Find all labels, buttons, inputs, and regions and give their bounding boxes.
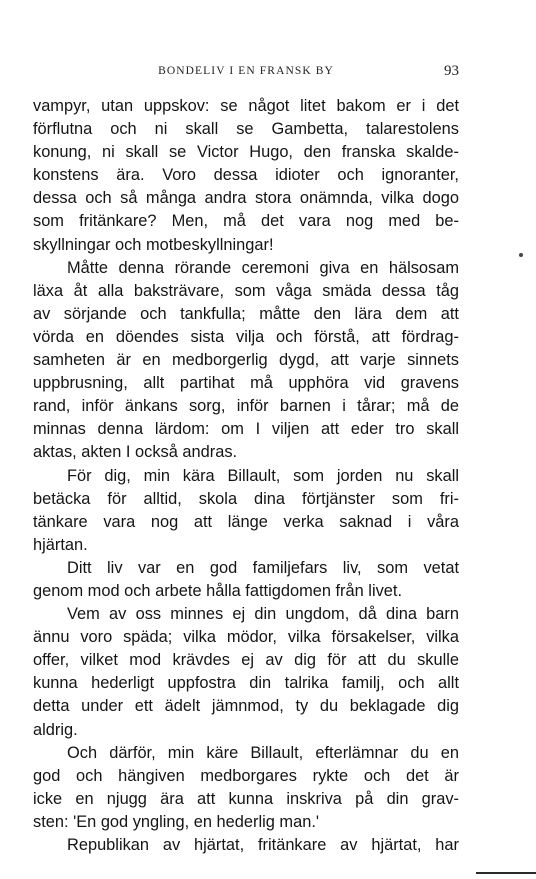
text-line: kunna hederligt uppfostra din talrika familj, och allt [33, 674, 459, 693]
text-line: konstens ära. Voro dessa idioter och ignoranter, [33, 166, 459, 185]
text-line: icke en njugg ära att kunna inskriva på din grav- [33, 789, 459, 808]
text-line: uppbrusning, allt partihat må upphöra vid gravens [33, 374, 459, 393]
text-line: minnas denna lärdom: om I viljen att eder tro skall [33, 420, 459, 439]
text-line: vampyr, utan uppskov: se något litet bakom er i det [33, 97, 459, 115]
running-head [33, 63, 459, 83]
text-line: sten: 'En god yngling, en hederlig man.' [33, 812, 319, 831]
text-line: Vem av oss minnes ej din ungdom, då dina barn [67, 605, 459, 624]
body-text [33, 95, 459, 857]
text-line: ännu voro späda; vilka mödor, vilka försakelser, vilka [33, 628, 459, 647]
text-line: Måtte denna rörande ceremoni giva en hälsosam [67, 258, 459, 277]
text-line: detta under ett ädelt jämnmod, ty du beklagade dig [33, 697, 459, 716]
text-line: dessa och så många andra stora onämnda, vilka dogo [33, 189, 459, 208]
text-line: vörda en döendes sista vilja och förstå, att fördrag- [33, 327, 459, 346]
text-line: skyllningar och motbeskyllningar! [33, 235, 274, 254]
running-title: BONDELIV I EN FRANSK BY [158, 65, 334, 77]
text-line: offer, vilket mod krävdes ej av dig för att du skulle [33, 651, 459, 670]
text-line: tänkare vara nog att länge verka saknad i våra [33, 512, 459, 531]
text-line: läxa åt alla baksträvare, som våga smäda dessa tåg [33, 281, 459, 300]
text-line: aldrig. [33, 720, 78, 739]
text-line: För dig, min kära Billault, som jorden nu skall [67, 466, 459, 485]
text-line: genom mod och arbete hålla fattigdomen från livet. [33, 581, 403, 600]
text-line: god och hängiven medborgares rykte och det är [33, 766, 459, 785]
text-line: av sörjande och tankfulla; måtte den lära dem att [33, 304, 459, 323]
text-line: hjärtan. [33, 535, 88, 554]
text-line: Republikan av hjärtat, fritänkare av hjärtat, har [67, 836, 459, 854]
page-edge-rule [476, 872, 536, 874]
text-line: rand, inför änkans sorg, inför barnen i tårar; må de [33, 397, 459, 416]
page-number: 93 [444, 63, 459, 79]
text-line: aktas, akten I också andras. [33, 443, 238, 462]
text-line: Ditt liv var en god familjefars liv, som vetat [67, 558, 459, 577]
text-line: som fritänkare? Men, må det vara nog med be- [33, 212, 459, 231]
text-line: samheten är en medborgerlig dygd, att varje sinnets [33, 351, 459, 370]
text-line: konung, ni skall se Victor Hugo, den franska skalde- [33, 143, 459, 162]
margin-dot [519, 253, 523, 257]
text-line: Och därför, min käre Billault, efterlämnar du en [67, 743, 459, 762]
text-line: betäcka för alltid, skola dina förtjänster som fri- [33, 489, 459, 508]
text-line: förflutna och ni skall se Gambetta, talarestolens [33, 120, 459, 139]
